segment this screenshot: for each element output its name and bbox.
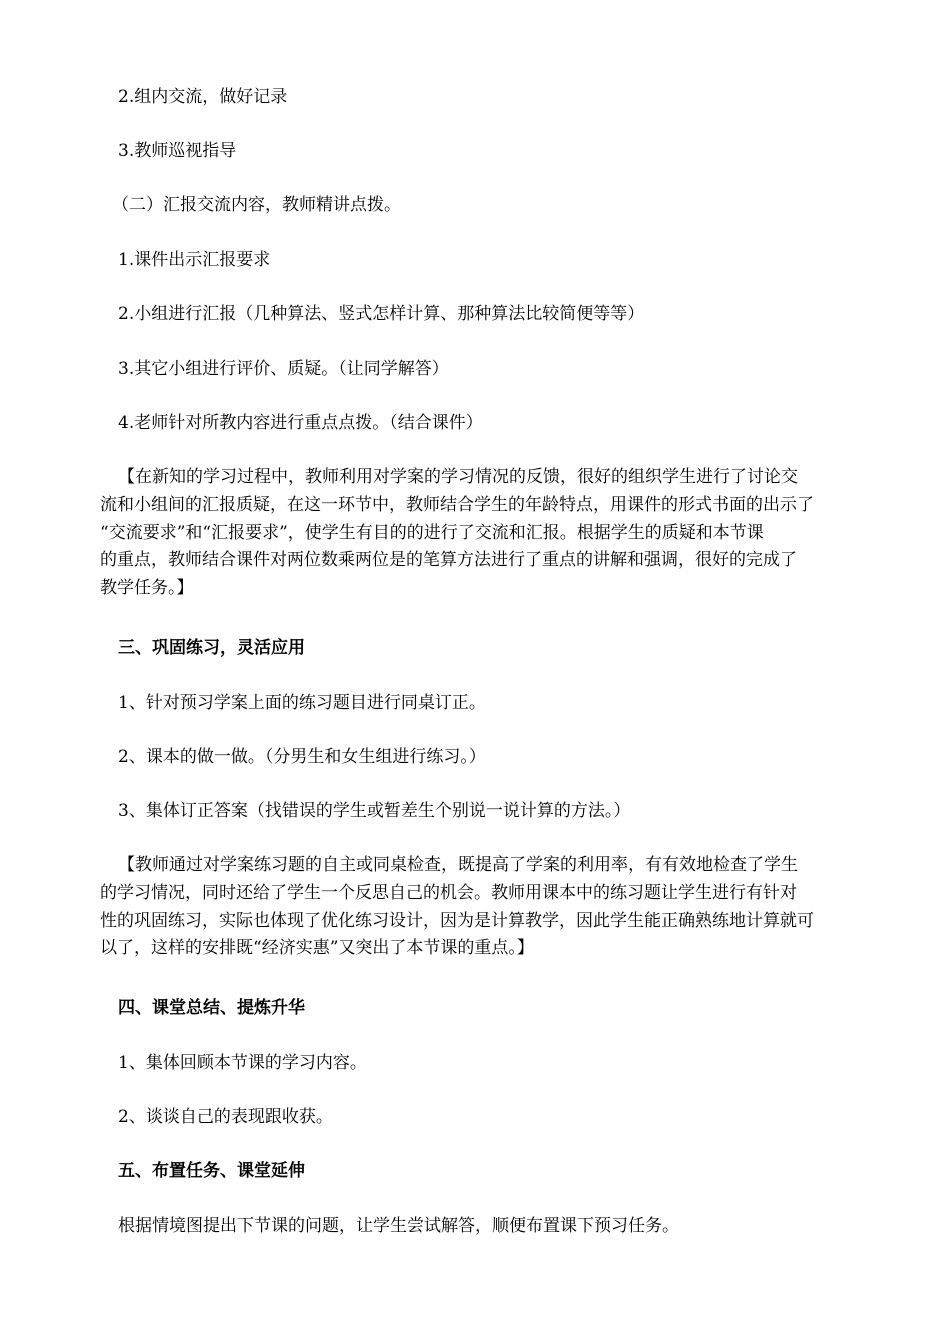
summary-item: 1、集体回顾本节课的学习内容。	[118, 1053, 367, 1073]
assignment-text: 根据情境图提出下节课的问题，让学生尝试解答，顺便布置课下预习任务。	[118, 1216, 679, 1236]
practice-item: 2、课本的做一做。（分男生和女生组进行练习。）	[118, 747, 486, 767]
comment-line: 【在新知的学习过程中，教师利用对学案的学习情况的反馈，很好的组织学生进行了讨论交	[118, 467, 798, 487]
step-key-points: 4.老师针对所教内容进行重点点拨。（结合课件）	[118, 413, 483, 433]
comment-line: 的学习情况，同时还给了学生一个反思自己的机会。教师用课本中的练习题让学生进行有针对	[100, 882, 797, 903]
comment-line: 流和小组间的汇报质疑，在这一环节中，教师结合学生的年龄特点，用课件的形式书面的出示了	[100, 494, 814, 515]
summary-item: 2、谈谈自己的表现跟收获。	[118, 1107, 333, 1127]
practice-item: 1、针对预习学案上面的练习题目进行同桌订正。	[118, 693, 486, 713]
comment-line: 【教师通过对学案练习题的自主或同桌检查，既提高了学案的利用率，有有效地检查了学生	[118, 855, 798, 875]
step-group-exchange: 2.组内交流，做好记录	[118, 87, 288, 107]
comment-line: 性的巩固练习，实际也体现了优化练习设计，因为是计算教学，因此学生能正确熟练地计算就可	[100, 910, 814, 931]
comment-line: 教学任务。】	[100, 578, 194, 599]
step-teacher-guidance: 3.教师巡视指导	[118, 141, 237, 161]
comment-line: 的重点，教师结合课件对两位数乘两位是的笔算方法进行了重点的讲解和强调，很好的完成了	[100, 550, 797, 571]
step-evaluate-question: 3.其它小组进行评价、质疑。（让同学解答）	[118, 359, 449, 379]
subsection-report-exchange: （二）汇报交流内容，教师精讲点拨。	[112, 195, 401, 215]
section-heading-summary: 四、课堂总结、提炼升华	[118, 998, 305, 1018]
comment-practice	[100, 852, 874, 963]
step-group-report: 2.小组进行汇报（几种算法、竖式怎样计算、那种算法比较简便等等）	[118, 304, 645, 324]
section-heading-assignment: 五、布置任务、课堂延伸	[118, 1161, 305, 1181]
step-show-requirements: 1.课件出示汇报要求	[118, 250, 271, 270]
section-heading-practice: 三、巩固练习，灵活应用	[118, 638, 305, 658]
comment-new-knowledge	[100, 464, 874, 603]
comment-line: 以了，这样的安排既“经济实惠”又突出了本节课的重点。】	[100, 938, 534, 959]
comment-line: “交流要求”和“汇报要求”，使学生有目的的进行了交流和汇报。根据学生的质疑和本节课	[100, 522, 764, 543]
practice-item: 3、集体订正答案（找错误的学生或暂差生个别说一说计算的方法。）	[118, 801, 631, 821]
